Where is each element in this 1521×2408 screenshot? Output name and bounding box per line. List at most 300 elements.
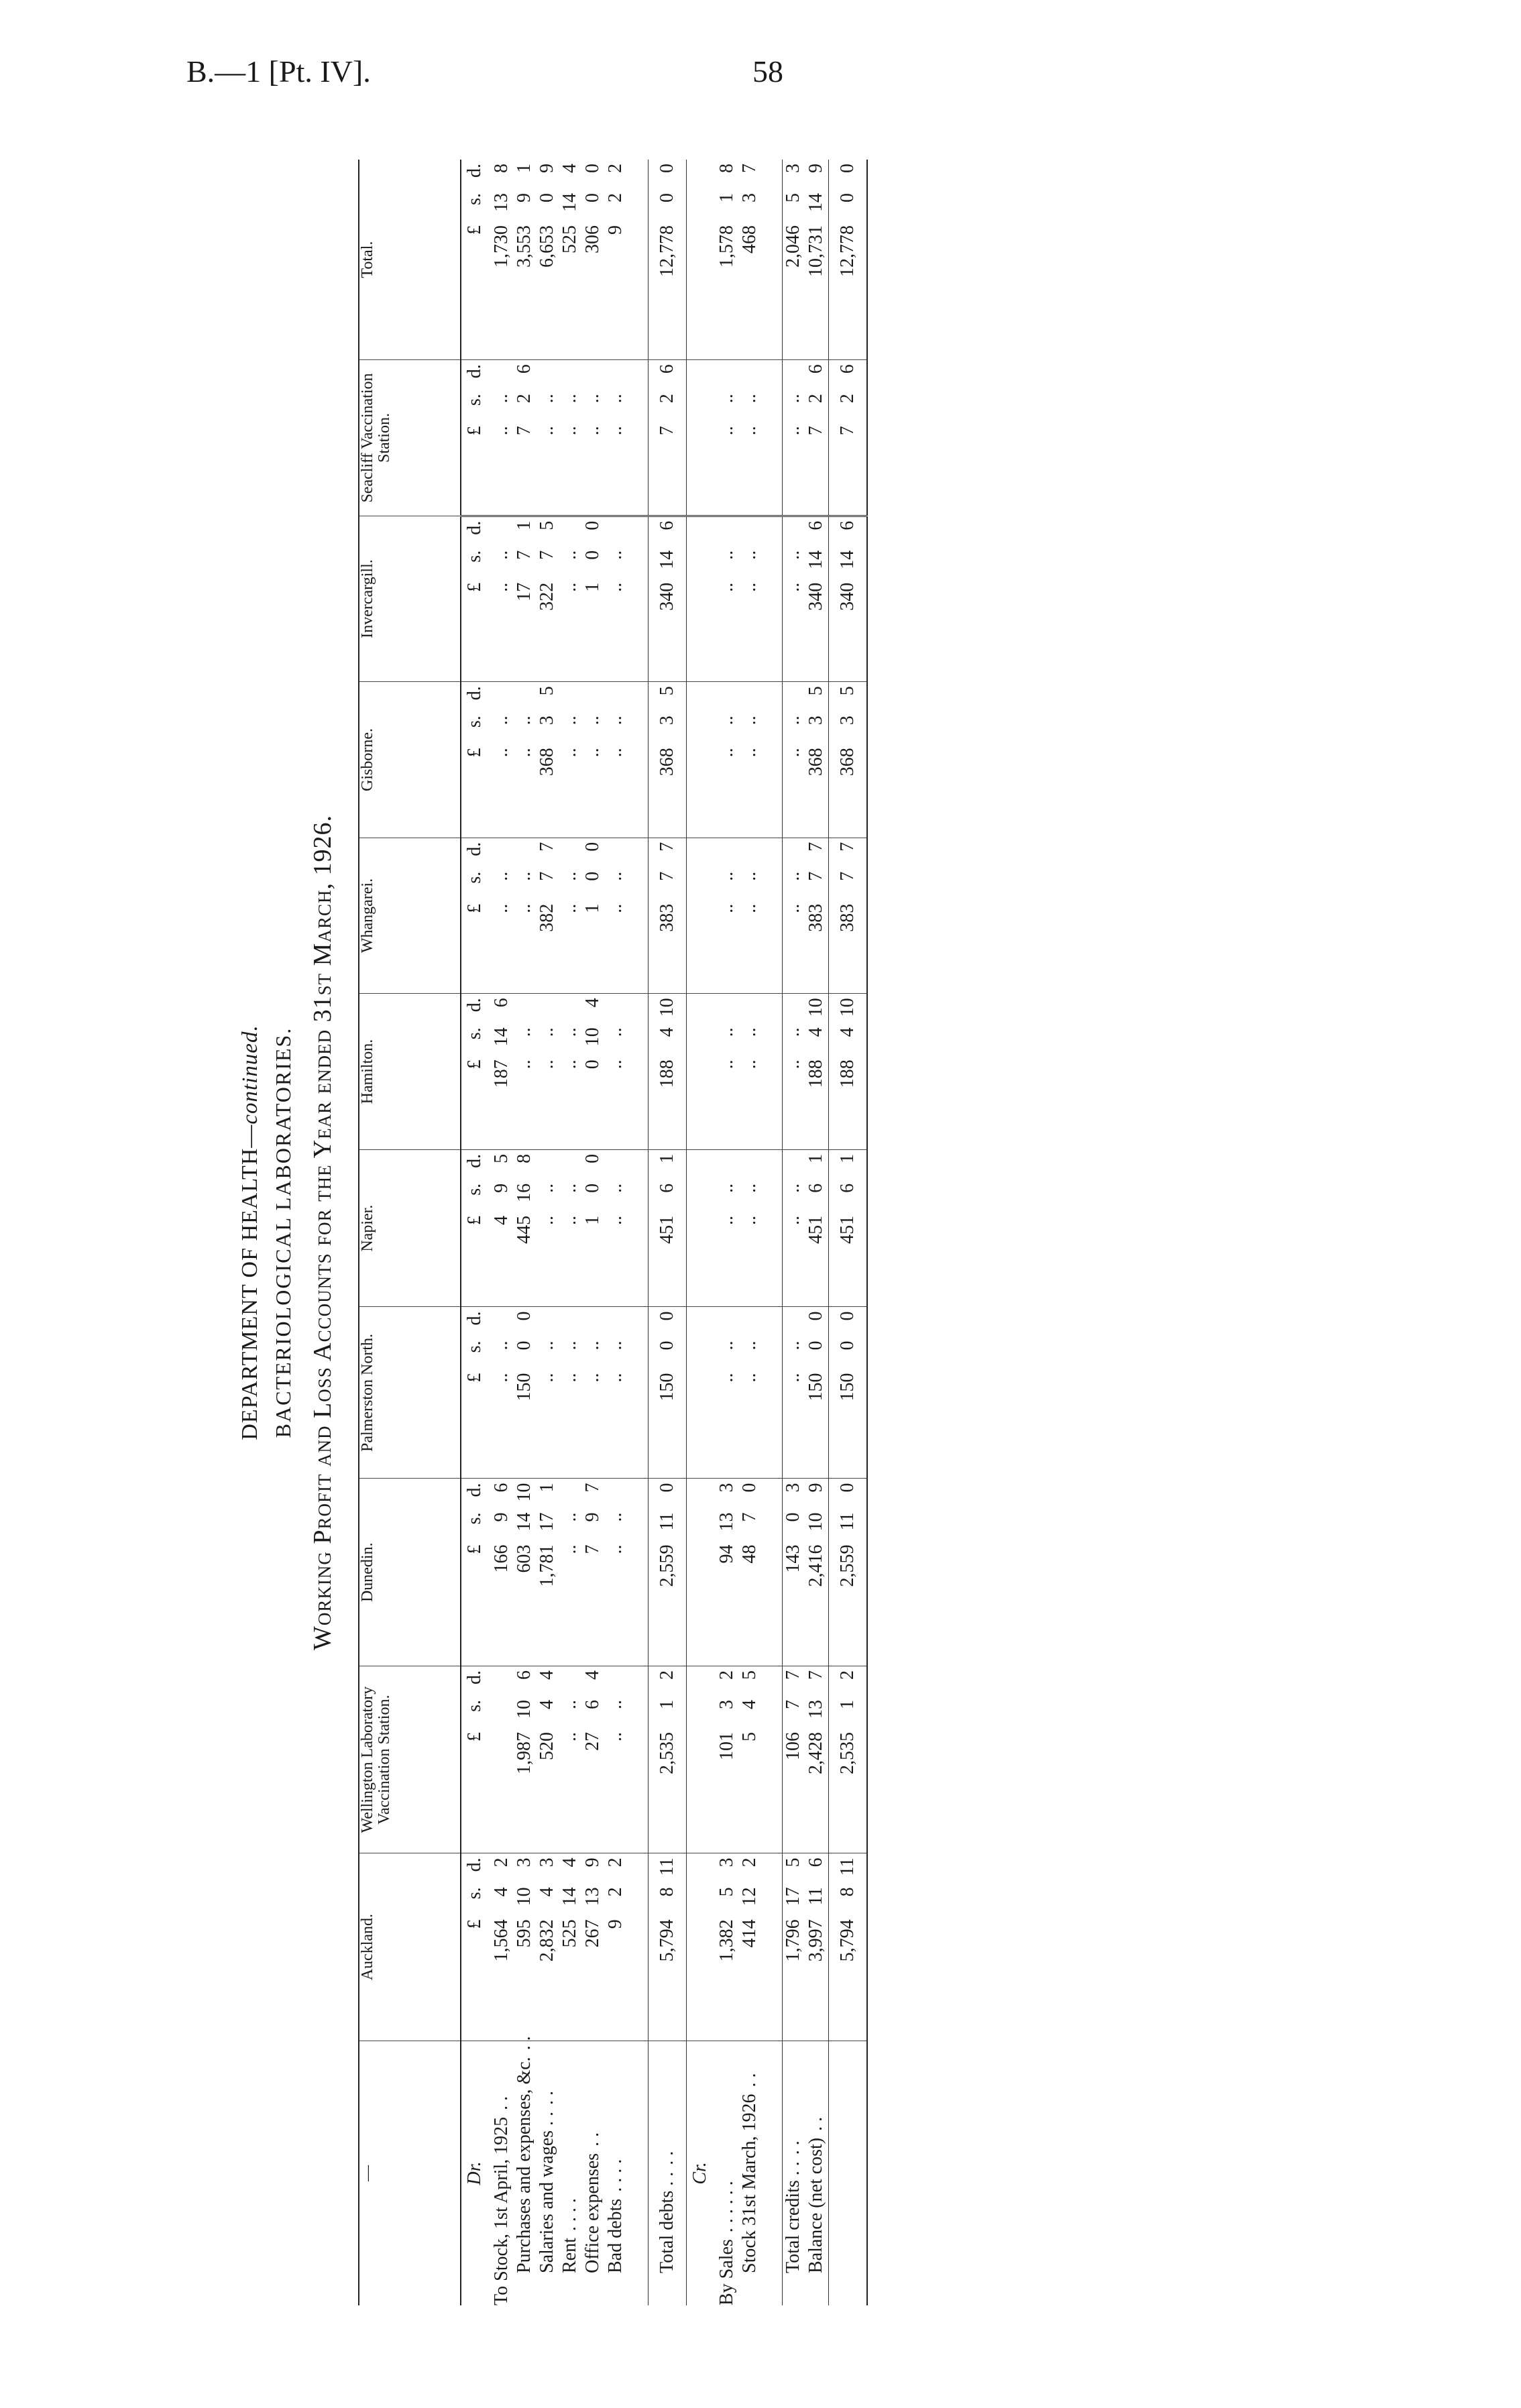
pence-value: 2 [739, 1857, 760, 1868]
shillings-value: .. [739, 1340, 760, 1351]
shillings-value: 11 [657, 1512, 677, 1531]
money-cell [514, 1307, 537, 1479]
spacer-cell [762, 682, 783, 838]
shillings-value: .. [491, 1340, 512, 1351]
pence-value: 4 [582, 1670, 603, 1680]
pence-value: 0 [837, 1483, 858, 1493]
pounds-value: 1,796 [783, 1919, 803, 1962]
pence-value: 2 [837, 1670, 858, 1680]
money-cell [649, 1666, 687, 1853]
pence-value [783, 998, 804, 1027]
shillings-value: .. [716, 715, 737, 726]
money-cell [649, 1479, 687, 1666]
empty-cell [461, 360, 491, 516]
pounds-value: .. [783, 1059, 803, 1070]
money-cell [582, 1307, 605, 1479]
header-label-column: — [359, 2041, 461, 2305]
empty-cell [461, 1149, 491, 1307]
shillings-value: 7 [514, 550, 534, 560]
money-cell [739, 160, 762, 360]
shillings-value: 11 [805, 1887, 826, 1906]
money-cell [537, 682, 559, 838]
shillings-value: .. [559, 394, 580, 404]
money-cell [739, 838, 762, 994]
leader-dots: . . [783, 2140, 803, 2155]
shillings-value: 3 [805, 715, 826, 726]
pounds-value: .. [582, 748, 603, 758]
shillings-value: .. [783, 1027, 803, 1037]
shillings-value: .. [537, 1183, 557, 1193]
pounds-value: .. [605, 582, 626, 592]
money-cell [514, 1666, 537, 1853]
pounds-value: .. [559, 1373, 580, 1383]
unit-label: d. [464, 686, 485, 701]
pounds-value: 445 [514, 1215, 534, 1244]
money-cell [537, 160, 559, 360]
spacer-cell [628, 1149, 649, 1307]
pence-value [514, 842, 535, 872]
pounds-value: .. [491, 1373, 512, 1383]
shillings-value: 12 [739, 1887, 760, 1906]
pence-value: 6 [491, 1483, 512, 1493]
pence-value [739, 1311, 760, 1340]
pence-value [582, 364, 604, 394]
pounds-value: 2,428 [805, 1731, 826, 1774]
pence-value: 1 [837, 1153, 858, 1163]
money-cell [582, 838, 605, 994]
money-cell [514, 838, 537, 994]
money-cell [582, 682, 605, 838]
pounds-value: 383 [805, 903, 826, 932]
shillings-value: 2 [605, 1887, 626, 1897]
pence-value: 0 [582, 520, 603, 530]
pounds-value: 525 [559, 225, 580, 253]
pence-value [605, 1483, 626, 1512]
leader-dots: . . [657, 2151, 677, 2165]
money-cell [805, 1853, 829, 2041]
column-header-8: Gisborne. [359, 682, 461, 838]
pence-value [514, 998, 535, 1027]
shillings-value: 14 [805, 193, 826, 212]
pence-value [491, 521, 512, 551]
pounds-value: 1,578 [716, 225, 737, 268]
pounds-value: .. [491, 748, 512, 758]
pounds-value: 595 [514, 1919, 534, 1948]
pence-value: 5 [837, 686, 858, 696]
shillings-value: 14 [805, 550, 826, 569]
pounds-value: 4 [491, 1215, 512, 1225]
shillings-value: .. [559, 1027, 580, 1037]
pounds-value: .. [514, 903, 534, 913]
pence-value [559, 1311, 581, 1340]
pounds-value: .. [739, 582, 760, 592]
pence-value: 3 [514, 1857, 534, 1868]
table-row [559, 160, 582, 2305]
shillings-value: 1 [657, 1699, 677, 1709]
pence-value [537, 1154, 558, 1184]
pounds-value: 27 [582, 1731, 603, 1751]
pounds-value: 7 [582, 1544, 603, 1554]
unit-label: d. [464, 1153, 485, 1168]
pounds-value: .. [559, 1059, 580, 1070]
pounds-value: .. [537, 1215, 557, 1225]
shillings-value: .. [739, 871, 760, 881]
pence-value: 3 [716, 1857, 737, 1868]
money-cell [805, 994, 829, 1150]
empty-cell [461, 516, 491, 681]
shillings-value: 10 [514, 1699, 534, 1719]
pence-value: 0 [582, 842, 603, 852]
pounds-value: 1,781 [537, 1544, 557, 1587]
money-cell [829, 1666, 868, 1853]
column-header-10: Seacliff Vaccination Station. [359, 360, 461, 516]
money-cell [491, 1149, 514, 1307]
pence-value: 1 [514, 164, 534, 173]
pence-value [716, 1311, 738, 1340]
pence-value: 5 [537, 520, 557, 530]
pounds-value: 368 [537, 748, 557, 777]
row-label-cell [739, 2041, 762, 2305]
pence-value [537, 1311, 558, 1340]
pounds-value: .. [739, 1215, 760, 1225]
money-cell [605, 1149, 628, 1307]
pounds-value: 12,778 [837, 225, 858, 277]
leader-dots: . . [537, 2090, 557, 2105]
pence-value: 0 [582, 164, 603, 173]
money-cell [649, 1853, 687, 2041]
shillings-value: 10 [514, 1887, 534, 1906]
pence-value: 4 [559, 164, 580, 173]
table-row [716, 160, 739, 2305]
pounds-value: 1,564 [491, 1919, 512, 1962]
money-cell [716, 360, 739, 516]
shillings-value: 6 [657, 1183, 677, 1193]
account-title: Working Profit and Loss Accounts for the Year ended 31st March, 1926. [308, 815, 337, 1650]
pence-value: 6 [657, 520, 677, 530]
pounds-value: .. [605, 1215, 626, 1225]
spacer-cell [762, 1666, 783, 1853]
money-cell [649, 682, 687, 838]
empty-cell [687, 682, 717, 838]
money-cell [649, 360, 687, 516]
money-cell [514, 994, 537, 1150]
row-label-cell [559, 2041, 582, 2305]
shillings-value: .. [582, 715, 603, 726]
pounds-value: .. [582, 426, 603, 436]
pounds-value: .. [739, 1373, 760, 1383]
pounds-value: 48 [739, 1544, 760, 1564]
empty-cell [461, 1853, 491, 2041]
unit-label: d. [464, 998, 485, 1013]
column-header-9: Invercargill. [359, 516, 461, 681]
money-cell [739, 1853, 762, 2041]
shillings-value: .. [605, 1340, 626, 1351]
pounds-value: 1 [582, 1215, 603, 1225]
row-label-cell [783, 2041, 806, 2305]
spacer-cell [628, 360, 649, 516]
money-cell [783, 838, 806, 994]
pence-value: 10 [657, 998, 677, 1017]
pounds-value: 383 [657, 903, 677, 932]
money-cell [491, 994, 514, 1150]
shillings-value: .. [605, 550, 626, 560]
pence-value: 3 [783, 164, 803, 173]
pounds-value: 368 [837, 748, 858, 777]
page-code: B.—1 [Pt. IV]. [186, 54, 371, 89]
shillings-value: .. [605, 1512, 626, 1522]
pounds-value: 7 [805, 426, 826, 436]
unit-label: s. [464, 1027, 485, 1040]
pence-value: 0 [514, 1311, 534, 1321]
shillings-value: .. [716, 1183, 737, 1193]
money-cell [739, 360, 762, 516]
leader-dots: . . [805, 2116, 826, 2131]
pounds-value: 2,832 [537, 1919, 557, 1962]
money-cell [739, 516, 762, 681]
pounds-value: 520 [537, 1731, 557, 1760]
pounds-value: 1,730 [491, 225, 512, 268]
pence-value: 6 [805, 1857, 826, 1868]
pence-value: 1 [657, 1153, 677, 1163]
money-cell [805, 160, 829, 360]
table-row [514, 160, 537, 2305]
row-label: To Stock, 1st April, 1925 [491, 2116, 512, 2305]
pence-value: 6 [805, 364, 826, 374]
shillings-value: .. [605, 1183, 626, 1193]
money-cell [829, 682, 868, 838]
shillings-value: 7 [837, 871, 858, 881]
shillings-value: 0 [582, 550, 603, 560]
unit-label: d. [464, 842, 485, 856]
shillings-value: 13 [491, 193, 512, 212]
shillings-value: 2 [657, 394, 677, 404]
empty-cell [687, 160, 717, 360]
pounds-value: .. [716, 903, 737, 913]
shillings-value: 7 [805, 871, 826, 881]
shillings-value: .. [739, 1027, 760, 1037]
row-label-cell [537, 2041, 559, 2305]
pounds-value: .. [491, 582, 512, 592]
money-cell [829, 516, 868, 681]
shillings-value: .. [559, 1340, 580, 1351]
pounds-value: 340 [805, 582, 826, 611]
money-cell [491, 160, 514, 360]
money-cell [559, 1307, 582, 1479]
pounds-value: 322 [537, 582, 557, 611]
money-cell [491, 838, 514, 994]
pounds-value: 101 [716, 1731, 737, 1760]
pence-value [783, 842, 804, 872]
pounds-value: .. [716, 1373, 737, 1383]
pounds-value: 451 [805, 1215, 826, 1244]
money-cell [716, 994, 739, 1150]
empty-cell [687, 1307, 717, 1479]
shillings-value: 0 [514, 1340, 534, 1351]
unit-label: d. [464, 520, 485, 535]
unit-label: s. [464, 1340, 485, 1353]
shillings-value: 4 [837, 1027, 858, 1037]
empty-cell [687, 1853, 717, 2041]
empty-cell [687, 516, 717, 681]
empty-cell [461, 1666, 491, 1853]
unit-label: d. [464, 364, 485, 379]
money-cell [537, 1307, 559, 1479]
shillings-value: 3 [739, 193, 760, 203]
empty-cell [461, 994, 491, 1150]
spacer-cell [628, 994, 649, 1150]
shillings-value: 0 [582, 1183, 603, 1193]
shillings-value: 1 [716, 193, 737, 203]
shillings-value: .. [559, 715, 580, 726]
row-label-cell [514, 2036, 537, 2305]
money-cell [649, 1149, 687, 1307]
pence-value [537, 998, 558, 1027]
pence-value: 2 [491, 1857, 512, 1868]
shillings-value: 0 [837, 1340, 858, 1351]
shillings-value: 7 [657, 871, 677, 881]
pence-value [739, 521, 760, 551]
pence-value: 5 [657, 686, 677, 696]
pence-value: 7 [739, 164, 760, 173]
pounds-value: .. [559, 1731, 580, 1741]
table-row [739, 160, 762, 2305]
pounds-value: 3,997 [805, 1919, 826, 1962]
empty-cell [687, 1666, 717, 1853]
pounds-value: 10,731 [805, 225, 826, 277]
unit-label: d. [464, 1670, 485, 1684]
spacer-cell [762, 838, 783, 994]
money-cell [783, 1853, 806, 2041]
unit-label: £ [464, 582, 485, 592]
shillings-value: 14 [559, 1887, 580, 1906]
leader-dots: . . [739, 2073, 760, 2087]
pence-value: 8 [514, 1153, 534, 1163]
money-cell [649, 160, 687, 360]
money-cell [605, 838, 628, 994]
spacer-cell [762, 2041, 783, 2305]
shillings-value: 3 [837, 715, 858, 726]
pence-value [537, 364, 558, 394]
money-cell [559, 160, 582, 360]
money-cell [537, 516, 559, 681]
pounds-value: 368 [657, 748, 677, 777]
pence-value: 8 [716, 164, 737, 173]
spacer-cell [762, 516, 783, 681]
pence-value: 2 [657, 1670, 677, 1680]
pounds-value: .. [783, 903, 803, 913]
pounds-value: .. [783, 1215, 803, 1225]
table-row [605, 160, 628, 2305]
pounds-value: 150 [837, 1373, 858, 1401]
empty-cell [461, 838, 491, 994]
shillings-value: .. [716, 1027, 737, 1037]
leader-dots: . . . . [605, 2159, 626, 2192]
shillings-value: .. [537, 394, 557, 404]
shillings-value: 13 [716, 1512, 737, 1532]
money-cell [559, 516, 582, 681]
spacer-cell [628, 160, 649, 360]
empty-cell [461, 1479, 491, 1666]
money-cell [559, 1666, 582, 1853]
money-cell [716, 1307, 739, 1479]
pence-value: 6 [805, 520, 826, 530]
pence-value [559, 1483, 581, 1512]
pounds-value: 150 [514, 1373, 534, 1401]
pounds-value: 2,416 [805, 1544, 826, 1587]
shillings-value: .. [582, 394, 603, 404]
money-cell [514, 516, 537, 681]
pence-value [605, 1311, 626, 1340]
pence-value [491, 686, 512, 715]
money-cell [582, 1666, 605, 1853]
column-header-3: Dunedin. [359, 1479, 461, 1666]
money-cell [783, 1666, 806, 1853]
money-cell [805, 838, 829, 994]
pence-value [491, 1311, 512, 1340]
pence-value: 3 [783, 1483, 803, 1493]
money-cell [716, 1666, 739, 1853]
unit-label: £ [464, 1215, 485, 1225]
money-cell [582, 1149, 605, 1307]
pounds-value: .. [605, 748, 626, 758]
pence-value [716, 1154, 738, 1184]
shillings-value: .. [491, 550, 512, 560]
shillings-value: .. [559, 550, 580, 560]
money-cell [491, 1307, 514, 1479]
pence-value [739, 842, 760, 872]
pounds-value: 340 [837, 582, 858, 611]
money-cell [605, 1853, 628, 2041]
empty-cell [687, 1149, 717, 1307]
pounds-value: 9 [605, 225, 626, 235]
pence-value [716, 686, 738, 715]
money-cell [829, 1307, 868, 1479]
pence-value [716, 364, 738, 394]
pence-value: 1 [537, 1483, 557, 1493]
pence-value [605, 364, 626, 394]
empty-cell [687, 994, 717, 1150]
shillings-value: 4 [805, 1027, 826, 1037]
pence-value: 1 [805, 1153, 826, 1163]
pence-value: 10 [514, 1483, 534, 1502]
unit-label: £ [464, 1373, 485, 1383]
shillings-value: .. [605, 871, 626, 881]
shillings-value: 9 [491, 1183, 512, 1193]
pence-value: 10 [837, 998, 858, 1017]
shillings-value: 11 [837, 1512, 858, 1531]
title-block [237, 160, 337, 2305]
pounds-value: 5 [739, 1731, 760, 1741]
shillings-value: 6 [582, 1699, 603, 1709]
money-cell [605, 516, 628, 681]
shillings-value: .. [537, 1027, 557, 1037]
spacer-cell [628, 682, 649, 838]
unit-label: £ [464, 1731, 485, 1741]
pence-value [559, 1670, 581, 1700]
money-cell [805, 1479, 829, 1666]
shillings-value: .. [559, 871, 580, 881]
pence-value: 1 [514, 520, 534, 530]
pence-value: 7 [537, 842, 557, 852]
money-cell [491, 1666, 514, 1853]
row-label-cell [491, 2041, 514, 2305]
money-cell [739, 1666, 762, 1853]
row-label-cell [649, 2041, 687, 2305]
shillings-value: 0 [582, 193, 603, 203]
money-cell [649, 994, 687, 1150]
profit-loss-table [358, 160, 868, 2305]
money-cell [649, 838, 687, 994]
